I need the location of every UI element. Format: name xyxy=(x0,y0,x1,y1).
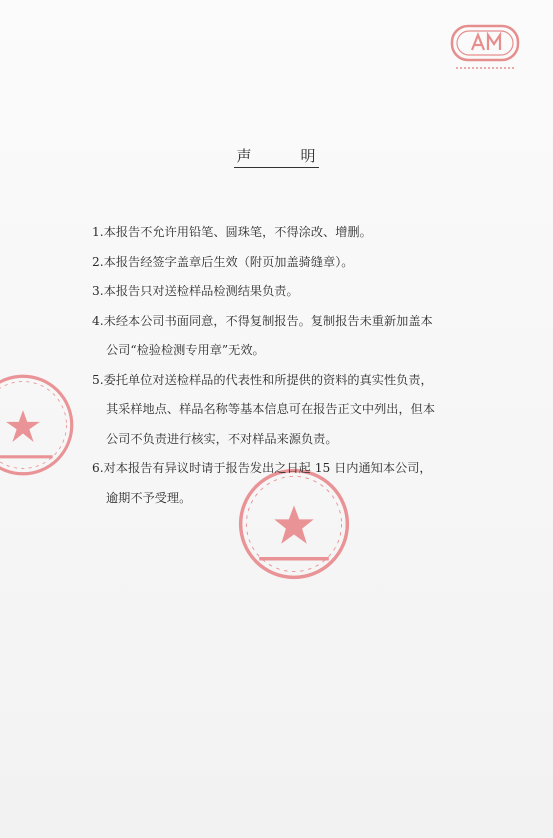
statement-item xyxy=(92,248,502,278)
statement-item xyxy=(92,366,502,455)
statement-line: 6.对本报告有异议时请于报告发出之日起 15 日内通知本公司， xyxy=(92,461,432,475)
statement-line: 逾期不予受理。 xyxy=(106,490,192,505)
statement-line: 1.本报告不允许用铅笔、圆珠笔，不得涂改、增删。 xyxy=(92,225,372,239)
statement-item xyxy=(92,218,502,248)
statement-line: 3.本报告只对送检样品检测结果负责。 xyxy=(92,284,299,298)
statement-item xyxy=(92,307,502,366)
statement-line: 公司“检验检测专用章”无效。 xyxy=(106,343,265,357)
statement-item xyxy=(92,454,502,513)
red-seal-stamp-icon xyxy=(0,372,76,478)
title-left-char: 声 xyxy=(236,147,253,165)
statement-item xyxy=(92,277,502,307)
statement-line: 公司不负责进行核实，不对样品来源负责。 xyxy=(106,431,338,446)
statement-line: 4.未经本公司书面同意，不得复制报告。复制报告未重新加盖本 xyxy=(92,313,433,328)
statement-line: 5.委托单位对送检样品的代表性和所提供的资料的真实性负责， xyxy=(92,372,433,387)
statement-line: 2.本报告经签字盖章后生效（附页加盖骑缝章）。 xyxy=(92,254,354,269)
company-logo-icon xyxy=(446,20,524,74)
title-right-char: 明 xyxy=(300,147,317,165)
statement-line: 其采样地点、样品名称等基本信息可在报告正文中列出，但本 xyxy=(106,402,436,416)
statement-list xyxy=(92,218,502,513)
page-title xyxy=(0,145,553,168)
